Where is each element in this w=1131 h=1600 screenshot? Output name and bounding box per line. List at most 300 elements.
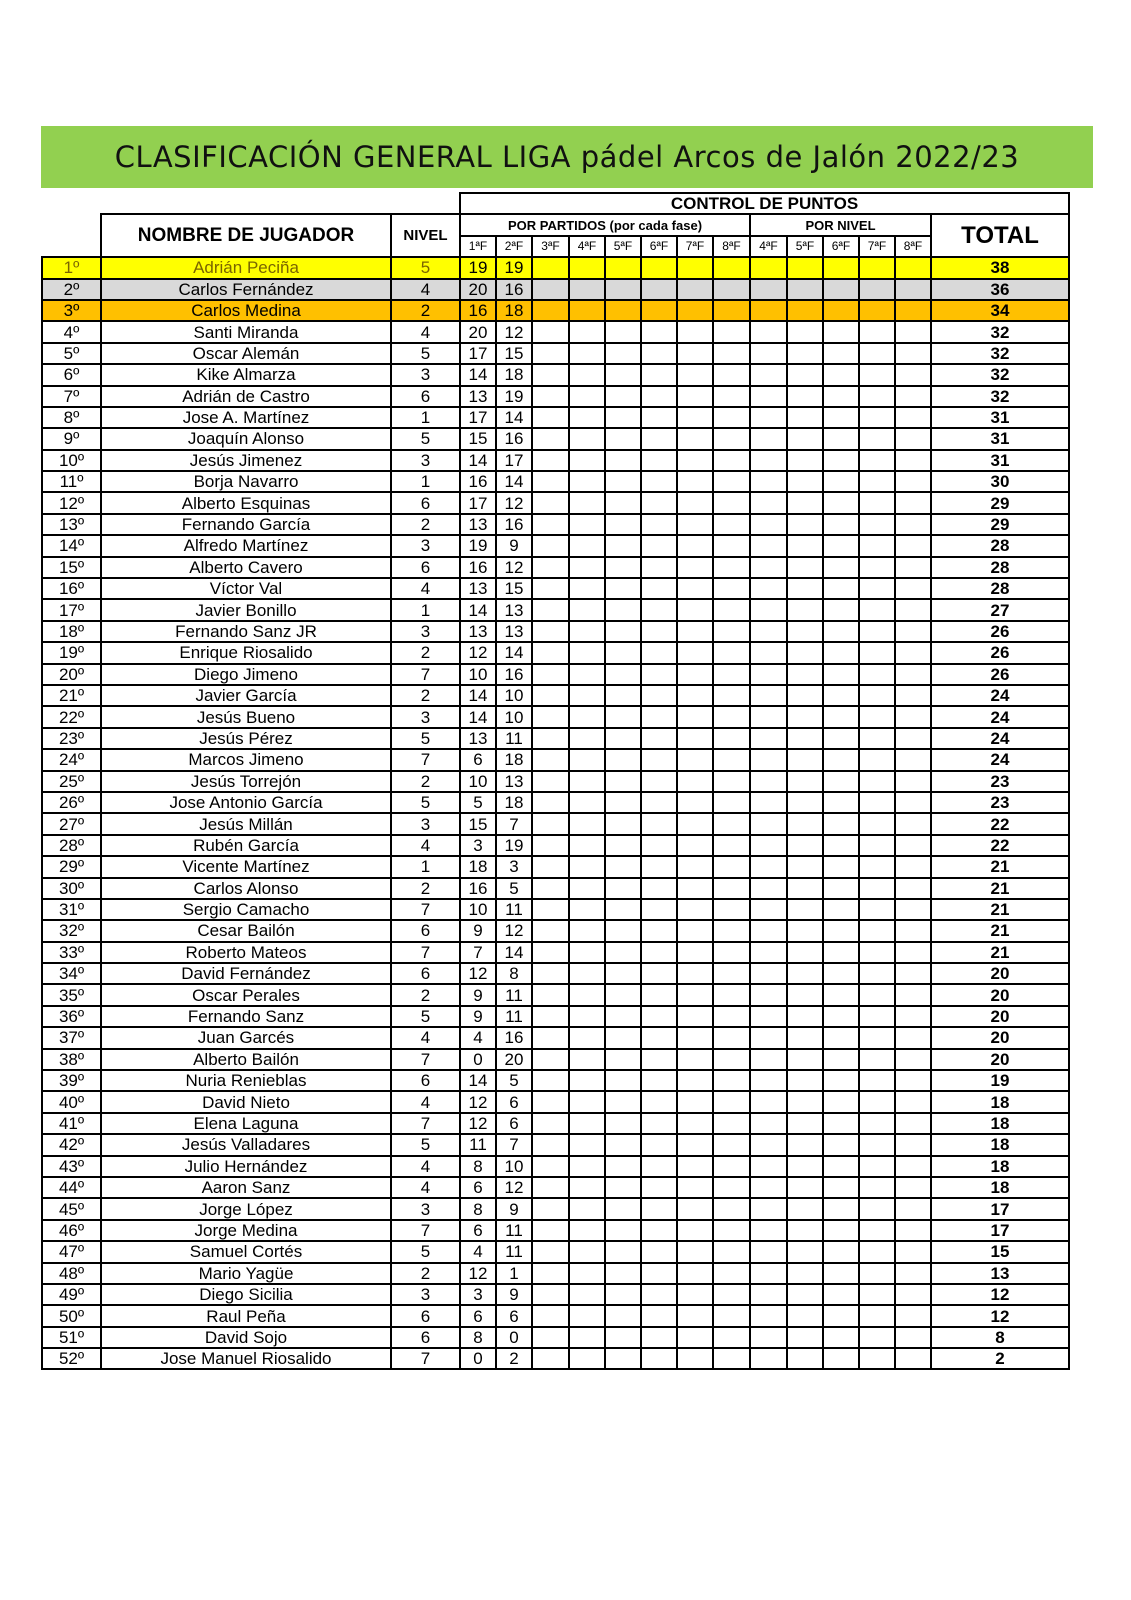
empty-points-cell: [859, 1327, 895, 1348]
total-cell: 20: [931, 1027, 1069, 1048]
phase-1-points-cell: 0: [460, 1348, 496, 1369]
empty-points-cell: [677, 621, 713, 642]
empty-points-cell: [677, 535, 713, 556]
empty-points-cell: [641, 1006, 677, 1027]
total-cell: 24: [931, 749, 1069, 770]
empty-points-cell: [532, 1284, 569, 1305]
total-cell: 31: [931, 428, 1069, 449]
empty-points-cell: [750, 300, 787, 321]
empty-points-cell: [532, 407, 569, 428]
empty-points-cell: [677, 364, 713, 385]
rank-cell: 48º: [42, 1263, 101, 1284]
empty-points-cell: [569, 471, 605, 492]
empty-points-cell: [750, 557, 787, 578]
empty-points-cell: [787, 257, 823, 278]
phase-1-points-cell: 3: [460, 1284, 496, 1305]
empty-points-cell: [859, 428, 895, 449]
nivel-cell: 2: [391, 685, 460, 706]
empty-points-cell: [713, 621, 750, 642]
total-cell: 26: [931, 642, 1069, 663]
total-cell: 32: [931, 343, 1069, 364]
phase-2-points-cell: 11: [496, 984, 532, 1005]
empty-points-cell: [532, 899, 569, 920]
empty-points-cell: [713, 300, 750, 321]
empty-points-cell: [713, 1241, 750, 1262]
phase-2-points-cell: 8: [496, 963, 532, 984]
table-row: [42, 492, 1069, 513]
empty-points-cell: [750, 1091, 787, 1112]
nivel-cell: 6: [391, 492, 460, 513]
player-name-cell: Marcos Jimeno: [101, 749, 391, 770]
empty-points-cell: [823, 1241, 859, 1262]
empty-points-cell: [750, 1177, 787, 1198]
table-row: [42, 1006, 1069, 1027]
rank-cell: 17º: [42, 599, 101, 620]
empty-points-cell: [859, 813, 895, 834]
empty-points-cell: [895, 920, 931, 941]
empty-points-cell: [859, 771, 895, 792]
empty-points-cell: [859, 535, 895, 556]
total-cell: 15: [931, 1241, 1069, 1262]
empty-points-cell: [713, 257, 750, 278]
classification-table: [41, 192, 1070, 1370]
empty-points-cell: [677, 664, 713, 685]
empty-points-cell: [677, 920, 713, 941]
empty-points-cell: [605, 1006, 641, 1027]
empty-points-cell: [823, 535, 859, 556]
empty-points-cell: [895, 728, 931, 749]
empty-points-cell: [895, 257, 931, 278]
empty-points-cell: [677, 878, 713, 899]
nivel-cell: 4: [391, 1156, 460, 1177]
empty-points-cell: [787, 878, 823, 899]
empty-points-cell: [532, 920, 569, 941]
total-cell: 2: [931, 1348, 1069, 1369]
table-row: [42, 1113, 1069, 1134]
empty-points-cell: [569, 1113, 605, 1134]
empty-points-cell: [750, 749, 787, 770]
empty-points-cell: [787, 899, 823, 920]
empty-points-cell: [532, 1177, 569, 1198]
empty-points-cell: [859, 321, 895, 342]
empty-points-cell: [641, 963, 677, 984]
empty-points-cell: [677, 1177, 713, 1198]
empty-points-cell: [859, 471, 895, 492]
empty-points-cell: [823, 1348, 859, 1369]
empty-points-cell: [895, 279, 931, 300]
empty-points-cell: [787, 771, 823, 792]
total-cell: 22: [931, 835, 1069, 856]
empty-points-cell: [895, 749, 931, 770]
empty-points-cell: [895, 706, 931, 727]
empty-points-cell: [787, 279, 823, 300]
empty-points-cell: [823, 878, 859, 899]
rank-cell: 26º: [42, 792, 101, 813]
empty-points-cell: [787, 1091, 823, 1112]
rank-cell: 7º: [42, 386, 101, 407]
phase-1-points-cell: 13: [460, 514, 496, 535]
empty-points-cell: [677, 1348, 713, 1369]
rank-cell: 38º: [42, 1049, 101, 1070]
empty-points-cell: [787, 920, 823, 941]
empty-points-cell: [859, 407, 895, 428]
empty-points-cell: [859, 557, 895, 578]
table-row: [42, 942, 1069, 963]
phase-2-points-cell: 10: [496, 1156, 532, 1177]
table-row: [42, 813, 1069, 834]
empty-points-cell: [895, 1049, 931, 1070]
table-row: [42, 1327, 1069, 1348]
empty-points-cell: [713, 1027, 750, 1048]
empty-points-cell: [677, 942, 713, 963]
empty-points-cell: [677, 685, 713, 706]
empty-points-cell: [823, 664, 859, 685]
header-phase-partidos: 4ªF: [569, 236, 605, 257]
phase-2-points-cell: 14: [496, 642, 532, 663]
empty-points-cell: [895, 621, 931, 642]
total-cell: 18: [931, 1113, 1069, 1134]
empty-points-cell: [895, 792, 931, 813]
empty-points-cell: [895, 1284, 931, 1305]
empty-points-cell: [677, 1156, 713, 1177]
empty-points-cell: [532, 642, 569, 663]
phase-2-points-cell: 20: [496, 1049, 532, 1070]
nivel-cell: 7: [391, 1348, 460, 1369]
empty-points-cell: [641, 835, 677, 856]
empty-points-cell: [569, 942, 605, 963]
empty-points-cell: [605, 771, 641, 792]
empty-points-cell: [787, 1006, 823, 1027]
empty-points-cell: [895, 878, 931, 899]
phase-2-points-cell: 0: [496, 1327, 532, 1348]
rank-cell: 52º: [42, 1348, 101, 1369]
phase-1-points-cell: 17: [460, 343, 496, 364]
phase-2-points-cell: 18: [496, 300, 532, 321]
empty-points-cell: [641, 1220, 677, 1241]
table-row: [42, 1177, 1069, 1198]
empty-points-cell: [713, 685, 750, 706]
empty-points-cell: [787, 321, 823, 342]
empty-points-cell: [713, 1049, 750, 1070]
empty-points-cell: [787, 856, 823, 877]
nivel-cell: 3: [391, 1198, 460, 1219]
empty-points-cell: [823, 813, 859, 834]
empty-points-cell: [859, 1156, 895, 1177]
empty-points-cell: [823, 1091, 859, 1112]
header-phase-partidos: 3ªF: [532, 236, 569, 257]
header-phase-nivel: 4ªF: [750, 236, 787, 257]
player-name-cell: Fernando Sanz: [101, 1006, 391, 1027]
nivel-cell: 7: [391, 1113, 460, 1134]
nivel-cell: 2: [391, 1263, 460, 1284]
table-row: [42, 343, 1069, 364]
header-phase-partidos: 6ªF: [641, 236, 677, 257]
empty-points-cell: [641, 1177, 677, 1198]
empty-points-cell: [713, 599, 750, 620]
rank-cell: 21º: [42, 685, 101, 706]
player-name-cell: Carlos Alonso: [101, 878, 391, 899]
phase-2-points-cell: 15: [496, 343, 532, 364]
table-row: [42, 835, 1069, 856]
empty-points-cell: [750, 1113, 787, 1134]
phase-2-points-cell: 14: [496, 407, 532, 428]
empty-points-cell: [605, 856, 641, 877]
total-cell: 23: [931, 771, 1069, 792]
empty-points-cell: [605, 1027, 641, 1048]
empty-points-cell: [532, 1091, 569, 1112]
empty-points-cell: [605, 1263, 641, 1284]
empty-points-cell: [713, 1220, 750, 1241]
empty-points-cell: [859, 578, 895, 599]
empty-points-cell: [750, 685, 787, 706]
table-row: [42, 514, 1069, 535]
phase-1-points-cell: 4: [460, 1241, 496, 1262]
empty-points-cell: [787, 1263, 823, 1284]
total-cell: 17: [931, 1220, 1069, 1241]
empty-points-cell: [677, 407, 713, 428]
header-phase-partidos: 7ªF: [677, 236, 713, 257]
empty-points-cell: [859, 599, 895, 620]
nivel-cell: 4: [391, 578, 460, 599]
empty-points-cell: [787, 621, 823, 642]
nivel-cell: 5: [391, 1134, 460, 1155]
rank-cell: 16º: [42, 578, 101, 599]
phase-1-points-cell: 9: [460, 984, 496, 1005]
empty-points-cell: [677, 599, 713, 620]
empty-points-cell: [787, 599, 823, 620]
empty-points-cell: [895, 364, 931, 385]
empty-points-cell: [605, 599, 641, 620]
empty-points-cell: [641, 1070, 677, 1091]
rank-cell: 28º: [42, 835, 101, 856]
empty-points-cell: [787, 300, 823, 321]
phase-2-points-cell: 10: [496, 685, 532, 706]
empty-points-cell: [750, 343, 787, 364]
phase-1-points-cell: 9: [460, 1006, 496, 1027]
empty-points-cell: [750, 1305, 787, 1326]
empty-points-cell: [750, 279, 787, 300]
phase-2-points-cell: 6: [496, 1091, 532, 1112]
empty-points-cell: [895, 642, 931, 663]
empty-points-cell: [569, 428, 605, 449]
empty-points-cell: [787, 471, 823, 492]
empty-points-cell: [895, 386, 931, 407]
empty-points-cell: [750, 1198, 787, 1219]
empty-points-cell: [859, 1241, 895, 1262]
player-name-cell: Jesús Valladares: [101, 1134, 391, 1155]
empty-points-cell: [569, 1177, 605, 1198]
total-cell: 20: [931, 984, 1069, 1005]
empty-points-cell: [532, 578, 569, 599]
empty-points-cell: [569, 664, 605, 685]
header-por-partidos: POR PARTIDOS (por cada fase): [460, 214, 750, 235]
empty-points-cell: [823, 771, 859, 792]
phase-1-points-cell: 12: [460, 1113, 496, 1134]
rank-cell: 40º: [42, 1091, 101, 1112]
empty-points-cell: [713, 1284, 750, 1305]
empty-points-cell: [750, 1284, 787, 1305]
empty-points-cell: [787, 706, 823, 727]
empty-points-cell: [895, 599, 931, 620]
empty-points-cell: [750, 257, 787, 278]
empty-points-cell: [532, 1134, 569, 1155]
empty-points-cell: [532, 878, 569, 899]
phase-1-points-cell: 11: [460, 1134, 496, 1155]
rank-cell: 9º: [42, 428, 101, 449]
empty-points-cell: [823, 492, 859, 513]
phase-1-points-cell: 8: [460, 1156, 496, 1177]
nivel-cell: 5: [391, 428, 460, 449]
rank-cell: 33º: [42, 942, 101, 963]
empty-points-cell: [895, 535, 931, 556]
table-row: [42, 1156, 1069, 1177]
empty-points-cell: [677, 1284, 713, 1305]
nivel-cell: 2: [391, 878, 460, 899]
rank-cell: 51º: [42, 1327, 101, 1348]
empty-points-cell: [569, 1327, 605, 1348]
empty-points-cell: [787, 1156, 823, 1177]
table-row: [42, 450, 1069, 471]
empty-points-cell: [713, 321, 750, 342]
empty-points-cell: [569, 1348, 605, 1369]
table-row: [42, 1348, 1069, 1369]
empty-points-cell: [605, 300, 641, 321]
empty-points-cell: [605, 749, 641, 770]
empty-points-cell: [677, 835, 713, 856]
empty-points-cell: [750, 578, 787, 599]
empty-points-cell: [787, 428, 823, 449]
total-cell: 18: [931, 1091, 1069, 1112]
empty-points-cell: [532, 685, 569, 706]
empty-points-cell: [532, 428, 569, 449]
nivel-cell: 4: [391, 1177, 460, 1198]
empty-points-cell: [895, 1263, 931, 1284]
phase-2-points-cell: 12: [496, 321, 532, 342]
empty-points-cell: [641, 856, 677, 877]
empty-points-cell: [641, 1027, 677, 1048]
empty-points-cell: [859, 749, 895, 770]
empty-points-cell: [823, 1049, 859, 1070]
phase-1-points-cell: 19: [460, 535, 496, 556]
empty-points-cell: [532, 728, 569, 749]
nivel-cell: 4: [391, 1091, 460, 1112]
empty-points-cell: [605, 984, 641, 1005]
empty-points-cell: [750, 728, 787, 749]
empty-points-cell: [750, 407, 787, 428]
empty-points-cell: [787, 364, 823, 385]
nivel-cell: 7: [391, 1220, 460, 1241]
empty-points-cell: [532, 1198, 569, 1219]
empty-points-cell: [532, 1348, 569, 1369]
empty-points-cell: [532, 856, 569, 877]
empty-points-cell: [605, 835, 641, 856]
empty-points-cell: [605, 920, 641, 941]
phase-2-points-cell: 13: [496, 599, 532, 620]
phase-2-points-cell: 11: [496, 1220, 532, 1241]
empty-points-cell: [569, 835, 605, 856]
empty-points-cell: [713, 1327, 750, 1348]
empty-points-cell: [750, 535, 787, 556]
empty-points-cell: [605, 407, 641, 428]
player-name-cell: Alberto Bailón: [101, 1049, 391, 1070]
empty-points-cell: [605, 813, 641, 834]
phase-1-points-cell: 13: [460, 578, 496, 599]
nivel-cell: 5: [391, 728, 460, 749]
empty-points-cell: [605, 343, 641, 364]
nivel-cell: 4: [391, 279, 460, 300]
empty-points-cell: [859, 899, 895, 920]
empty-points-cell: [787, 1327, 823, 1348]
empty-points-cell: [641, 1305, 677, 1326]
header-nivel: NIVEL: [391, 214, 460, 257]
empty-points-cell: [605, 878, 641, 899]
phase-1-points-cell: 14: [460, 450, 496, 471]
empty-points-cell: [823, 1198, 859, 1219]
empty-points-cell: [859, 706, 895, 727]
empty-points-cell: [641, 621, 677, 642]
empty-points-cell: [605, 450, 641, 471]
empty-points-cell: [641, 535, 677, 556]
empty-points-cell: [895, 557, 931, 578]
empty-points-cell: [677, 749, 713, 770]
empty-points-cell: [713, 1177, 750, 1198]
empty-points-cell: [787, 1241, 823, 1262]
phase-2-points-cell: 15: [496, 578, 532, 599]
nivel-cell: 6: [391, 1327, 460, 1348]
empty-points-cell: [713, 792, 750, 813]
empty-points-cell: [823, 792, 859, 813]
nivel-cell: 3: [391, 621, 460, 642]
empty-points-cell: [895, 1348, 931, 1369]
phase-2-points-cell: 10: [496, 706, 532, 727]
empty-points-cell: [532, 792, 569, 813]
nivel-cell: 1: [391, 856, 460, 877]
empty-points-cell: [750, 856, 787, 877]
empty-points-cell: [823, 407, 859, 428]
empty-points-cell: [569, 1134, 605, 1155]
empty-points-cell: [859, 685, 895, 706]
total-cell: 18: [931, 1177, 1069, 1198]
player-name-cell: Elena Laguna: [101, 1113, 391, 1134]
empty-points-cell: [859, 1198, 895, 1219]
empty-points-cell: [532, 300, 569, 321]
empty-points-cell: [569, 621, 605, 642]
table-row: [42, 1263, 1069, 1284]
empty-points-cell: [641, 1134, 677, 1155]
empty-points-cell: [713, 1305, 750, 1326]
empty-points-cell: [532, 557, 569, 578]
player-name-cell: Oscar Alemán: [101, 343, 391, 364]
empty-points-cell: [677, 984, 713, 1005]
total-cell: 24: [931, 728, 1069, 749]
empty-points-cell: [895, 343, 931, 364]
table-row: [42, 1198, 1069, 1219]
empty-points-cell: [532, 386, 569, 407]
total-cell: 31: [931, 407, 1069, 428]
empty-points-cell: [713, 514, 750, 535]
empty-points-cell: [677, 1113, 713, 1134]
empty-points-cell: [569, 1027, 605, 1048]
player-name-cell: Jose Manuel Riosalido: [101, 1348, 391, 1369]
empty-points-cell: [750, 1220, 787, 1241]
empty-points-cell: [569, 407, 605, 428]
player-name-cell: Carlos Fernández: [101, 279, 391, 300]
total-cell: 30: [931, 471, 1069, 492]
empty-points-cell: [823, 856, 859, 877]
phase-2-points-cell: 18: [496, 364, 532, 385]
nivel-cell: 6: [391, 1305, 460, 1326]
empty-points-cell: [569, 1284, 605, 1305]
